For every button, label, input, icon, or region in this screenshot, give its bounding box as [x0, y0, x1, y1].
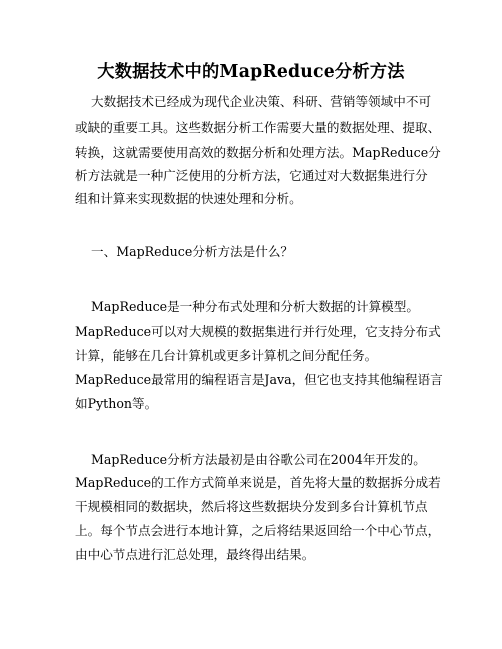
paragraph-line: 干规模相同的数据块，然后将这些数据块分发到多台计算机节点: [75, 499, 428, 514]
paragraph-line: MapReduce的工作方式简单来说是，首先将大量的数据拆分成若: [75, 475, 441, 490]
paragraph-line: MapReduce可以对大规模的数据集进行并行处理，它支持分布式: [75, 324, 441, 339]
intro-line: 组和计算来实现数据的快速处理和分析。: [75, 191, 302, 206]
paragraph-line: 如Python等。: [75, 396, 158, 411]
paragraph-line: MapReduce最常用的编程语言是Java，但它也支持其他编程语言: [75, 372, 443, 387]
paragraph-line: MapReduce分析方法最初是由谷歌公司在2004年开发的。: [91, 452, 426, 467]
intro-line: 析方法就是一种广泛使用的分析方法，它通过对大数据集进行分: [75, 168, 428, 183]
document-title: 大数据技术中的MapReduce分析方法: [97, 62, 405, 82]
paragraph-line: 计算，能够在几台计算机或更多计算机之间分配任务。: [75, 348, 378, 363]
section-heading: 一、MapReduce分析方法是什么？: [91, 244, 294, 259]
intro-line: 大数据技术已经成为现代企业决策、科研、营销等领域中不可: [91, 94, 432, 109]
paragraph-line: MapReduce是一种分布式处理和分析大数据的计算模型。: [91, 299, 419, 314]
intro-line: 转换，这就需要使用高效的数据分析和处理方法。MapReduce分: [75, 145, 441, 160]
paragraph-line: 由中心节点进行汇总处理，最终得出结果。: [75, 547, 315, 562]
intro-line: 或缺的重要工具。这些数据分析工作需要大量的数据处理、提取、: [75, 120, 441, 135]
paragraph-line: 上。每个节点会进行本地计算，之后将结果返回给一个中心节点，: [75, 523, 441, 538]
